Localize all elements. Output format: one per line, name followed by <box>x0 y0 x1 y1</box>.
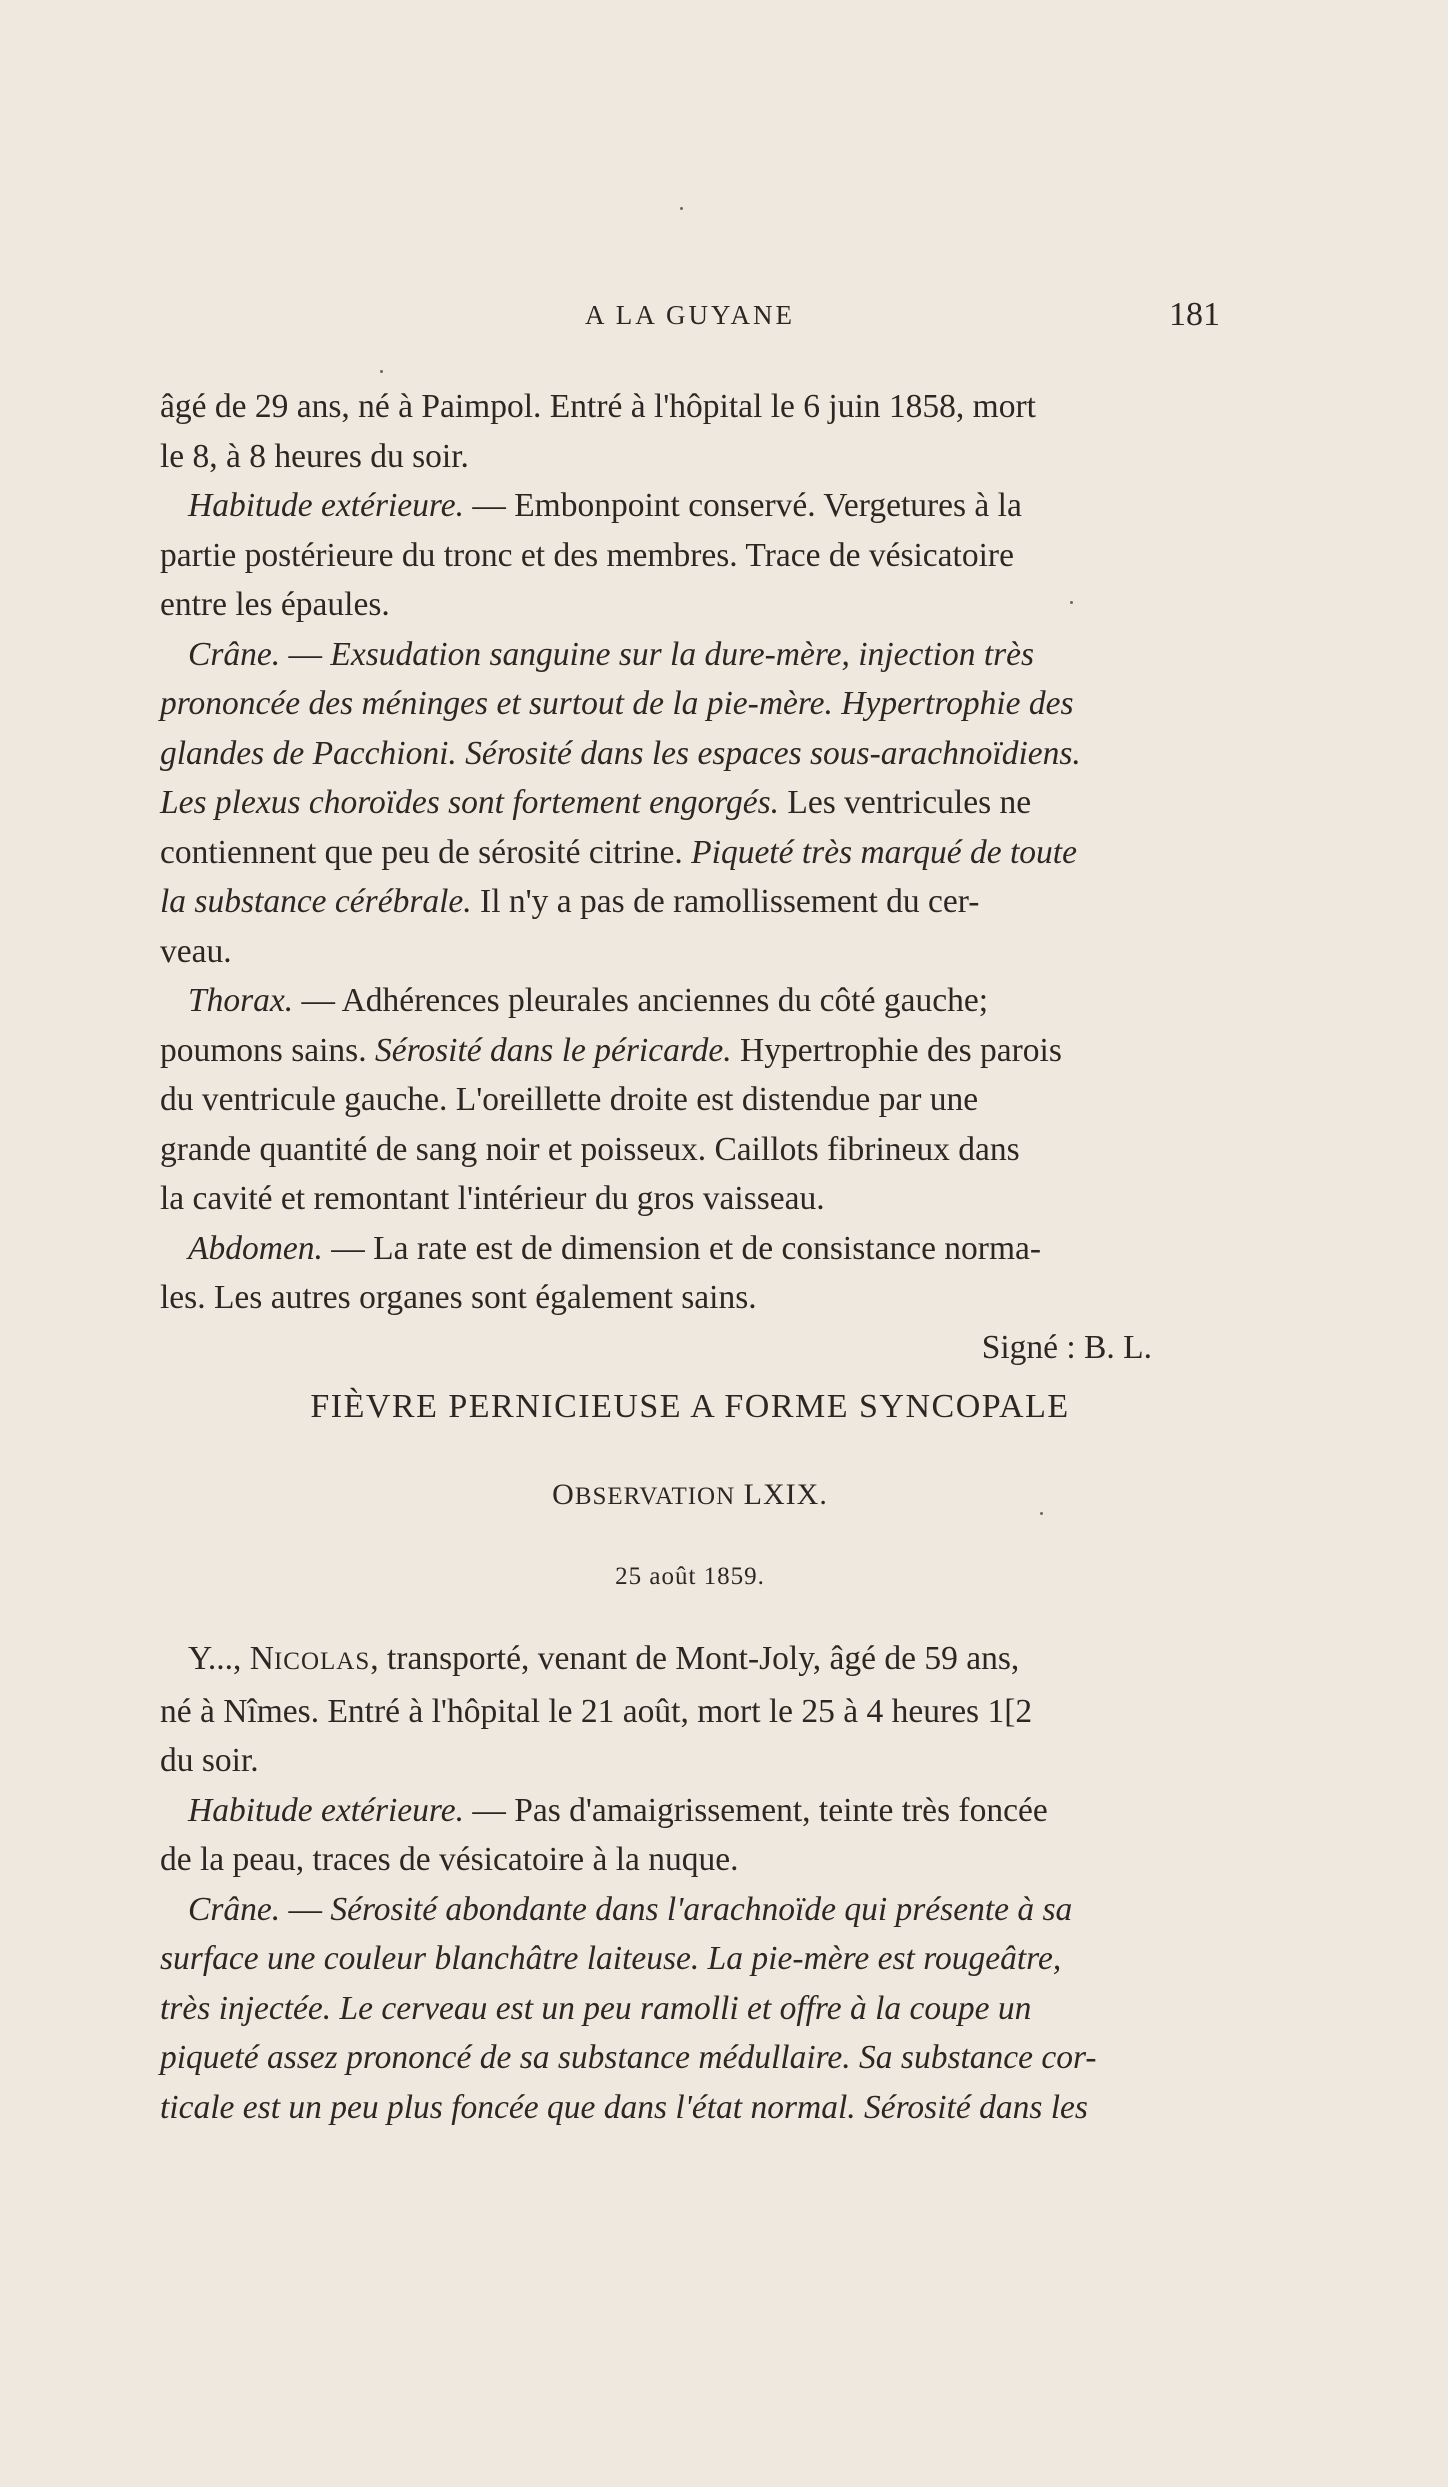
paragraph-patient <box>160 1634 1220 1786</box>
paragraph-thorax <box>160 976 1220 1224</box>
text-line: — <box>280 635 331 673</box>
text-line: O <box>552 1478 575 1511</box>
text-line: très injectée. Le cerveau est un peu ramolli et offre à la coupe un <box>160 1989 1032 2027</box>
text-line: BSERVATION <box>574 1483 736 1510</box>
text-line: la cavité et remontant l'intérieur du gros vaisseau. <box>160 1180 825 1217</box>
text-line: né à Nîmes. Entré à l'hôpital le 21 août, mort le 25 à 4 heures 1[2 <box>160 1692 1033 1730</box>
text-line: LXIX. <box>735 1478 828 1511</box>
text-line: Il n'y a pas de ramollissement du cer- <box>471 883 980 920</box>
text-line: poumons sains. <box>160 1031 375 1069</box>
text-line: Exsudation sanguine sur la dure-mère, injection très <box>330 635 1035 673</box>
page-number: 181 <box>1169 296 1220 333</box>
section-label: Crâne. <box>188 1890 281 1928</box>
section-label: Crâne. <box>188 635 281 673</box>
text-line: contiennent que peu de sérosité citrine. <box>160 833 692 871</box>
signature: Signé : B. L. <box>981 1328 1152 1366</box>
paragraph-intro <box>160 382 1220 481</box>
text-line: surface une couleur blanchâtre laiteuse. La pie-mère est rougeâtre, <box>160 1940 1062 1977</box>
section-label: Thorax. <box>188 982 294 1019</box>
page-header <box>160 296 1220 336</box>
paper-speck <box>1040 1512 1043 1515</box>
paragraph-abdomen <box>160 1224 1220 1323</box>
text-line: — La rate est de dimension et de consistance norma- <box>322 1229 1042 1267</box>
text-line: — Pas d'amaigrissement, teinte très foncée <box>463 1791 1048 1829</box>
section-label: Habitude extérieure. <box>188 487 464 524</box>
text-line: , transporté, venant de Mont-Joly, âgé de 59 ans, <box>370 1640 1020 1677</box>
text-line: — Embonpoint conservé. Vergetures à la <box>463 487 1022 524</box>
observation-continuation <box>160 382 1220 1372</box>
text-line: du ventricule gauche. L'oreillette droite est distendue par une <box>160 1081 979 1118</box>
text-line: Piqueté très marqué de toute <box>691 833 1077 871</box>
text-line: Hypertrophie des parois <box>731 1031 1062 1069</box>
text-line: du soir. <box>160 1742 259 1779</box>
text-line: le 8, à 8 heures du soir. <box>160 437 469 475</box>
observation-title <box>160 1478 1220 1512</box>
text-line: ICOLAS <box>273 1648 371 1675</box>
text-line: prononcée des méninges et surtout de la pie-mère. Hypertrophie des <box>160 685 1074 722</box>
text-line: de la peau, traces de vésicatoire à la nuque. <box>160 1841 739 1878</box>
text-line: glandes de Pacchioni. Sérosité dans les espaces sous-arachnoïdiens. <box>160 734 1081 772</box>
text-line: — <box>280 1890 331 1928</box>
paragraph-crane <box>160 630 1220 977</box>
chapter-title: FIÈVRE PERNICIEUSE A FORME SYNCOPALE <box>310 1388 1070 1425</box>
text-line: piqueté assez prononcé de sa substance médullaire. Sa substance cor- <box>160 2039 1097 2076</box>
text-line: la substance cérébrale. <box>160 883 472 920</box>
text-line: Y..., <box>188 1640 250 1677</box>
paper-speck <box>380 370 383 373</box>
section-label: Abdomen. <box>188 1229 323 1267</box>
paragraph-habitude <box>160 481 1220 630</box>
text-line: partie postérieure du tronc et des membres. Trace de vésicatoire <box>160 536 1014 574</box>
text-line: ticale est un peu plus foncée que dans l'état normal. Sérosité dans les <box>160 2088 1088 2126</box>
text-line: N <box>249 1640 274 1677</box>
observation-lxix <box>160 1634 1220 2132</box>
text-line: âgé de 29 ans, né à Paimpol. Entré à l'hôpital le 6 juin 1858, mort <box>160 388 1036 425</box>
running-head: A LA GUYANE <box>584 300 795 330</box>
paragraph-habitude <box>160 1786 1220 1885</box>
text-line: Les plexus choroïdes sont fortement engorgés. <box>160 784 780 821</box>
text-line: Les ventricules ne <box>779 784 1032 821</box>
text-line: Sérosité abondante dans l'arachnoïde qui présente à sa <box>330 1890 1073 1928</box>
observation-date: 25 août 1859. <box>615 1563 765 1590</box>
paper-speck <box>680 207 683 210</box>
text-line: — Adhérences pleurales anciennes du côté gauche; <box>293 982 989 1019</box>
text-line: Sérosité dans le péricarde. <box>374 1031 732 1069</box>
text-line: les. Les autres organes sont également sains. <box>160 1279 757 1316</box>
text-line: grande quantité de sang noir et poisseux. Caillots fibrineux dans <box>160 1130 1020 1168</box>
section-label: Habitude extérieure. <box>188 1791 464 1829</box>
paragraph-crane <box>160 1885 1220 2133</box>
text-line: veau. <box>160 932 232 970</box>
text-line: entre les épaules. <box>160 586 390 623</box>
